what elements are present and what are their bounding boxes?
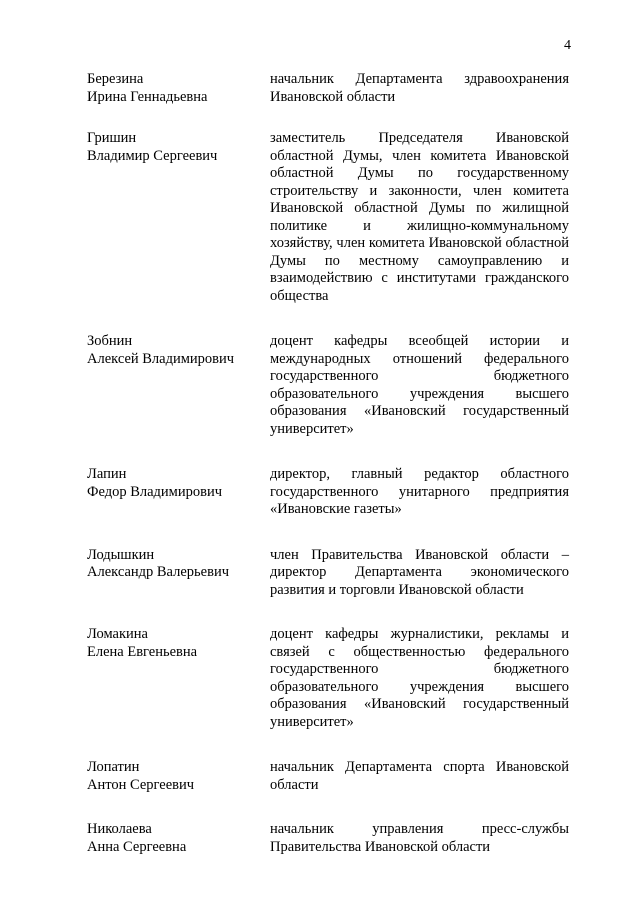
member-given-names: Елена Евгеньевна — [87, 643, 198, 660]
member-surname: Лапин — [87, 466, 127, 482]
member-position: начальник Департамента здравоохранения Ивановской области — [270, 71, 569, 105]
member-surname: Ломакина — [87, 626, 148, 642]
member-entry — [87, 626, 569, 731]
member-surname: Николаева — [87, 821, 152, 837]
member-given-names: Александр Валерьевич — [87, 564, 229, 580]
member-given-names: Антон Сергеевич — [87, 776, 195, 793]
member-name — [87, 821, 270, 856]
member-name — [87, 626, 270, 731]
member-entry — [87, 466, 569, 519]
member-entry — [87, 759, 569, 794]
member-given-names: Анна Сергеевна — [87, 838, 187, 855]
member-position: доцент кафедры всеобщей истории и международных отношений федерального государственного бюджетного образовательного учреждения высшего образования «Ивановский государственный университет» — [270, 333, 569, 437]
member-name — [87, 333, 270, 438]
member-list — [87, 71, 569, 856]
member-entry — [87, 547, 569, 600]
member-position: заместитель Председателя Ивановской областной Думы, член комитета Ивановской областной Думы по государственному строительству и законности, член комитета Ивановской областной Думы по жилищной политике и жилищно-коммунальному хозяйству, член комитета Ивановской областной Думы по местному самоуправлению и взаимодействию с институтами гражданского общества — [270, 130, 569, 304]
member-surname: Зобнин — [87, 333, 133, 349]
member-name — [87, 71, 270, 106]
member-entry — [87, 821, 569, 856]
member-given-names: Владимир Сергеевич — [87, 147, 218, 164]
member-position: доцент кафедры журналистики, рекламы и связей с общественностью федерального государственного бюджетного образовательного учреждения высшего образования «Ивановский государственный университет» — [270, 626, 569, 730]
member-given-names: Ирина Геннадьевна — [87, 88, 208, 105]
member-name — [87, 466, 270, 519]
member-entry — [87, 71, 569, 106]
member-entry — [87, 130, 569, 305]
member-surname: Березина — [87, 71, 144, 87]
member-surname: Лодышкин — [87, 546, 155, 563]
member-entry — [87, 333, 569, 438]
member-given-names: Федор Владимирович — [87, 483, 223, 500]
member-position: директор, главный редактор областного государственного унитарного предприятия «Ивановские газеты» — [270, 466, 569, 517]
member-position: начальник управления пресс-службы Правительства Ивановской области — [270, 821, 569, 855]
member-surname: Лопатин — [87, 759, 140, 775]
member-position: начальник Департамента спорта Ивановской области — [270, 759, 569, 793]
member-given-names: Алексей Владимирович — [87, 350, 235, 367]
member-name — [87, 130, 270, 305]
member-position: член Правительства Ивановской области – директор Департамента экономического развития и торговли Ивановской области — [270, 546, 569, 598]
member-name — [87, 759, 270, 794]
member-surname: Гришин — [87, 130, 137, 146]
member-name — [87, 547, 270, 600]
page-number: 4 — [564, 38, 571, 53]
